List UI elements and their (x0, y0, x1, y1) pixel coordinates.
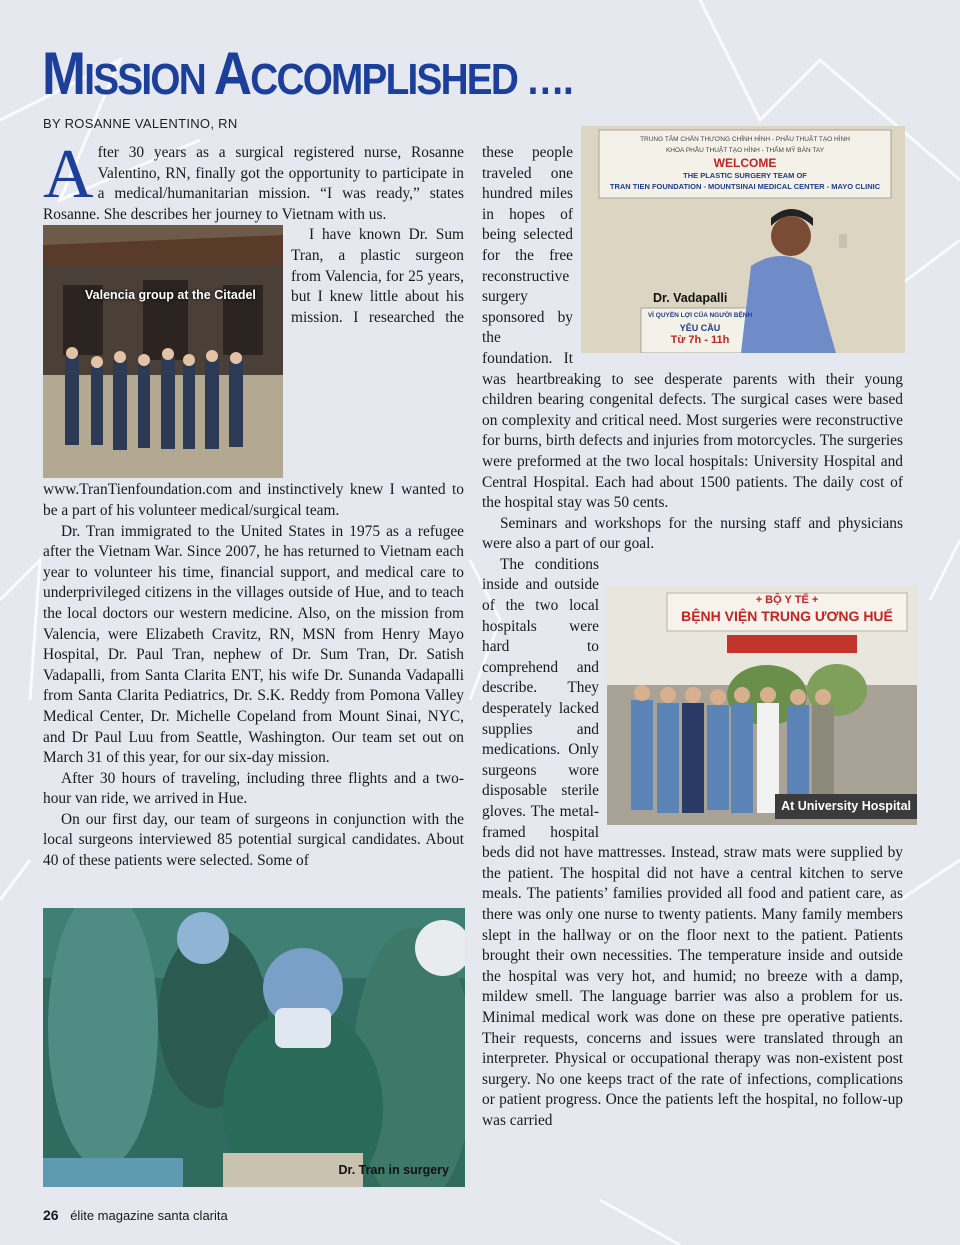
paragraph-intro: fter 30 years as a surgical registered nurse, Rosanne Valentino, RN, finally got the opportunity to participate in a medical/humanitarian mission. “I was ready,” states Rosanne. She describes her journey to Vietnam with us. (43, 144, 464, 223)
page-footer (43, 1207, 228, 1223)
paragraph-conditions: The conditions inside and outside of the two local hospitals were hard to comprehend and describe. They desperately lacked supplies and medications. Only surgeons wore disposable sterile gloves. The metal-framed hospital beds did not have mattresses. Instead, straw mats were supplied by the patient. The hospital did not have a central kitchen to serve meals. The patients’ families provided all food and patient care, as there was only one nurse to twenty patients. Many family members slept in the hallway or on the floor next to the patient. Patients brought their own necessities. The temperature inside and outside the hospital was very hot, and humid; no breeze with a damp, mildew smell. The language barrier was also a problem for us. Minimal medical work was done on these pre operative patients. Their requests, concerns and issues were translated through an interpreter. Physical or occupational therapy was non-existent post surgery. No one keeps tract of the rate of infections, complications or patient progress. Once the patients left the hospital, no follow-up was carried (482, 555, 903, 1129)
notice-sign: VÌ QUYỀN LỢI CỦA NGƯỜI BỆNH YÊU CẦU Từ 7h - 11h (647, 312, 753, 346)
paragraph-immigrated: Dr. Tran immigrated to the United States in 1975 as a refugee after the Vietnam War. Since 2007, he has returned to Vietnam each year to volunteer his time, financial support, and medical care to underprivileged citizens in the villages outside of Hue, and to teach the local doctors our western medicine. Also, on the mission from Valencia, were Elizabeth Cravitz, RN, MSN from Henry Mayo Hospital, Dr. Paul Tran, nephew of Dr. Sum Tran, Dr. Satish Vadapalli, from Santa Clarita ENT, his wife Dr. Sunanda Vadapalli from Santa Clarita Pediatrics, Dr. S.K. Reddy from Pomona Valley Medical Center, Dr. Michelle Copeland from Mount Sinai, NYC, and Dr Paul Luu from Seattle, Washington. Our team set out on March 31 of this year, for our six-day mission. (43, 522, 464, 767)
caption-vadapalli: Dr. Vadapalli (653, 291, 728, 305)
right-column (482, 136, 911, 1183)
drop-cap: A (43, 136, 94, 213)
photo-hospital (607, 585, 917, 825)
photo-citadel (43, 225, 283, 478)
photo-vadapalli (581, 126, 905, 353)
paragraph-selected: these people traveled one hundred miles in hopes of being selected for the free reconstructive surgery sponsored by the foundation. It was heartbreaking to see desperate parents with their young children bearing congenital defects. The surgical cases were based on complexity and critical need. Most surgeries were reconstructive for burns, birth defects and injuries from motorcycles. The surgeries were preformed at the two local hospitals: University Hospital and Central Hospital. Each had about 1500 patients. The daily cost of the hospital stay was 50 cents. (482, 144, 903, 512)
byline: BY ROSANNE VALENTINO, RN (43, 116, 238, 131)
paragraph-travel: After 30 hours of traveling, including three flights and a two-hour van ride, we arrived in Hue. (43, 769, 464, 808)
caption-citadel: Valencia group at the Citadel (85, 288, 256, 303)
left-column (43, 136, 464, 903)
paragraph-seminars: Seminars and workshops for the nursing staff and physicians were also a part of our goal. (482, 514, 903, 553)
photo-surgery (43, 908, 465, 1187)
magazine-name: élite magazine santa clarita (70, 1208, 228, 1223)
caption-hospital: At University Hospital (775, 794, 917, 819)
article-title: MISSION ACCOMPLISHED …. (42, 40, 573, 107)
welcome-sign: TRUNG TÂM CHẤN THƯƠNG CHỈNH HÌNH - PHẪU THUẬT TẠO HÌNH KHOA PHẪU THUẬT TẠO HÌNH - THẨM MỸ BÀN TAY WELCOME THE PLASTIC SURGERY TEAM OF TRAN TIEN FOUNDATION - MOUNTSINAI MEDICAL CENTER - MAYO CLINIC (609, 136, 881, 191)
hospital-sign: + BỘ Y TẾ + BỆNH VIỆN TRUNG ƯƠNG HUẾ (681, 593, 893, 624)
paragraph-first-day: On our first day, our team of surgeons in conjunction with the local surgeons interviewed 85 potential surgical candidates. About 40 of these patients were selected. Some of (43, 810, 464, 870)
page-number: 26 (43, 1207, 59, 1223)
caption-surgery: Dr. Tran in surgery (338, 1163, 449, 1177)
paragraph-known: I have known Dr. Sum Tran, a plastic surgeon from Valencia, for 25 years, but I knew little about his mission. I researched the www.TranTienfoundation.com and instinctively knew I wanted to be a part of his volunteer medical/surgical team. (43, 226, 464, 519)
